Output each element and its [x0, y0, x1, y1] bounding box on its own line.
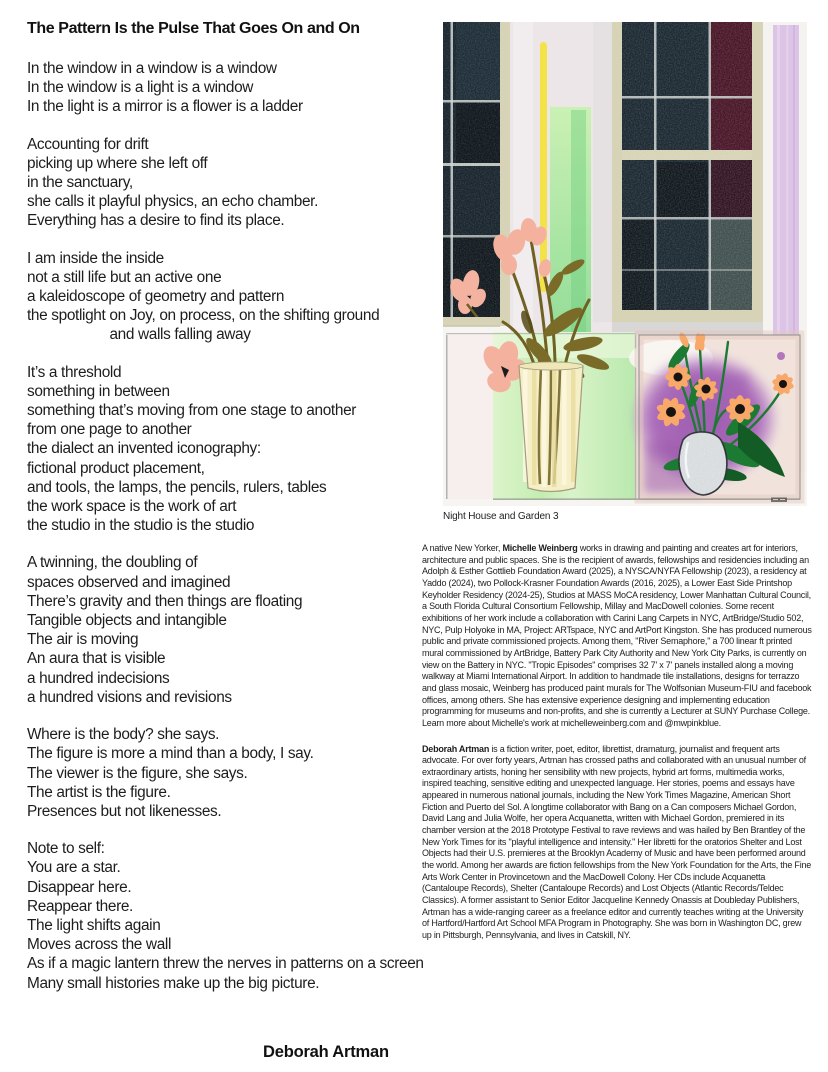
poem-line: she calls it playful physics, an echo chamber.: [27, 193, 319, 211]
bio-text: works in drawing and painting and creates art for interiors, architecture and public spaces. She is the recipient of awards, fellowships and residencies including an Adolph & Esther Gottlieb Foundation Award (2025), a NYSCA/NYFA Fellowship (2023), a residency at Yaddo (2024), two Pollock-Krasner Foundation Awards (2016, 2025), a Lower East Side Printshop Keyholder Residency (2024-25), Studios at MASS MoCA residency, Lower Manhattan Cultural Council, a South Florida Cultural Consortium Fellowship, Millay and MacDowell colonies. Some recent exhibitions of her work include a collaboration with Carini Lang Carpets in NYC, ArtBridge/Studio 502, NYC, Pulp Holyoke in MA, Project: ARTspace, NYC and ArtPort Kingston. She has produced numerous public and private commissioned projects. Among them, "River Semaphore," a 700 linear ft printed mural commissioned by ArtBridge, Battery Park City Authority and New York City Parks, is currently on view on the Battery in NYC. "Tropic Episodes" comprises 32 7' x 7' panels installed along a moving walkway at Miami International Airport. In addition to handmade tile installations, designs for terrazzo and glass mosaic, Weinberg has produced paint murals for The Wolfsonian Museum-FIU and facebook offices, among others. She has extensive experience designing and implementing education programming for museums and non-profits, and she is currently a Lecturer at SUNY Purchase College. Learn more about Michelle's work at michelleweinberg.com and @mwpinkblue.: [422, 543, 812, 728]
bio-deborah-artman: [422, 744, 812, 942]
bio-text: is a fiction writer, poet, editor, librettist, dramaturg, journalist and frequent arts advocate. For over forty years, Artman has crossed paths and collaborated with an unusual number of extraordinary artists, honing her sensibility with new projects, hybrid art forms, multimedia works, inspired teaching, sensitive editing and unexpected language. Her stories, poems and essays have appeared in numerous national journals, including the New York Times Magazine, American Short Fiction and Puerto del Sol. A longtime collaborator with Bang on a Can composers Michael Gordon, David Lang and Julia Wolfe, her opera Acquanetta, written with Michael Gordon, premiered in its chamber version at the 2018 Prototype Festival to rave reviews and was hailed by Ben Brantley of the New York Times for its "playful intelligence and intensity." Her libretti for the oratorios Shelter and Lost Objects had their U.S. premieres at the Brooklyn Academy of Music and have been performed around the world. Among her awards are fiction fellowships from the New York Foundation for the Arts, the Fine Arts Work Center in Provincetown and the MacDowell Colony. Her CDs include Acquanetta (Cantaloupe Records), Shelter (Cantaloupe Records) and Lost Objects (Atlantic Records/Teldec Classics). A former assistant to Senior Editor Jacqueline Kennedy Onassis at Doubleday Publishers, Artman has a wide-ranging career as a freelance editor and currently teaches writing at the University of Hartford/Hartford Art School MFA Program in Photography. She was born in Washington DC, grew up in Pittsburgh, Pennsylvania, and lives in Catskill, NY.: [422, 743, 812, 940]
artist-signature-mark: [771, 498, 787, 503]
poem-line: I am inside the inside: [27, 249, 164, 267]
poem-line: An aura that is visible: [27, 650, 166, 668]
poem-line: fictional product placement,: [27, 459, 205, 477]
poem-line: In the window in a window is a window: [27, 60, 277, 77]
artwork-image: [443, 22, 807, 506]
bio-lead: A native New Yorker,: [422, 543, 503, 553]
poem-stanza: [27, 363, 433, 536]
poem-stanza: [27, 135, 433, 231]
poem-line: in the sanctuary,: [27, 174, 133, 192]
poem-line: from one page to another: [27, 421, 192, 439]
poem-line: something that’s moving from one stage to another: [27, 402, 357, 420]
bio-section: [422, 543, 812, 942]
poem-line: The artist is the figure.: [27, 783, 171, 801]
poem-line: and tools, the lamps, the pencils, rulers, tables: [27, 478, 327, 496]
poem-line: a hundred indecisions: [27, 669, 170, 687]
poem-line: a hundred visions and revisions: [27, 688, 232, 706]
poem-line: something in between: [27, 382, 170, 400]
painting-right-flower-panel: [629, 331, 800, 499]
poem-line: In the light is a mirror is a flower is a ladder: [27, 98, 303, 116]
painting-window-frame: [500, 22, 510, 326]
poem-line: a kaleidoscope of geometry and pattern: [27, 288, 285, 306]
poem-line: spaces observed and imagined: [27, 573, 231, 591]
poem-stanzas: [27, 59, 433, 993]
right-column: [422, 0, 814, 956]
poem-line: A twinning, the doubling of: [27, 554, 198, 572]
poem-line: Accounting for drift: [27, 135, 149, 153]
poem-line: not a still life but an active one: [27, 268, 222, 286]
poem-line: picking up where she left off: [27, 154, 208, 172]
poem-line: Where is the body? she says.: [27, 726, 220, 744]
poem-line: Tangible objects and intangible: [27, 612, 227, 630]
poem-line: The viewer is the figure, she says.: [27, 764, 248, 782]
poem-line: the spotlight on Joy, on process, on the shifting ground: [27, 307, 380, 325]
poem-stanza: [27, 553, 433, 707]
poem-line: and walls falling away: [27, 326, 251, 344]
poem-line: Disappear here.: [27, 878, 132, 896]
poem-line: The figure is more a mind than a body, I say.: [27, 745, 314, 763]
painting-left-window: [443, 22, 500, 327]
poem-line: The light shifts again: [27, 916, 161, 934]
poem-line: You are a star.: [27, 859, 121, 877]
poem-line: Many small histories make up the big picture.: [27, 974, 320, 992]
bio-artist-name: Michelle Weinberg: [502, 543, 578, 553]
painting-glass-vase: [679, 432, 727, 495]
poem-line: The air is moving: [27, 631, 139, 649]
poem-line: There’s gravity and then things are floating: [27, 592, 303, 610]
poem-line: It’s a threshold: [27, 363, 122, 381]
poem-stanza: [27, 725, 433, 821]
poem-author: Deborah Artman: [263, 1042, 389, 1061]
poem-line: Moves across the wall: [27, 936, 172, 954]
poem-title: The Pattern Is the Pulse That Goes On and On: [27, 20, 360, 37]
poem-line: Everything has a desire to find its place.: [27, 212, 285, 230]
poem-line: the work space is the work of art: [27, 498, 237, 516]
painting-bottom-border: [493, 499, 800, 500]
poem-line: Presences but not likenesses.: [27, 802, 222, 820]
poem-line: the studio in the studio is the studio: [27, 517, 255, 535]
bio-michelle-weinberg: [422, 543, 812, 730]
painting-right-window: [612, 22, 763, 322]
poem-line: As if a magic lantern threw the nerves in patterns on a screen: [27, 955, 424, 973]
poem-stanza: [27, 839, 433, 993]
artwork-caption: Night House and Garden 3: [443, 511, 559, 522]
poem-stanza: [27, 249, 433, 345]
poem-line: Note to self:: [27, 840, 105, 858]
poem-stanza: [27, 59, 433, 117]
poem-line: In the window is a light is a window: [27, 79, 254, 97]
poem-line: Reappear there.: [27, 897, 133, 915]
poem-column: [27, 20, 433, 1062]
poem-line: the dialect an invented iconography:: [27, 440, 261, 458]
bio-author-name: Deborah Artman: [422, 743, 490, 754]
